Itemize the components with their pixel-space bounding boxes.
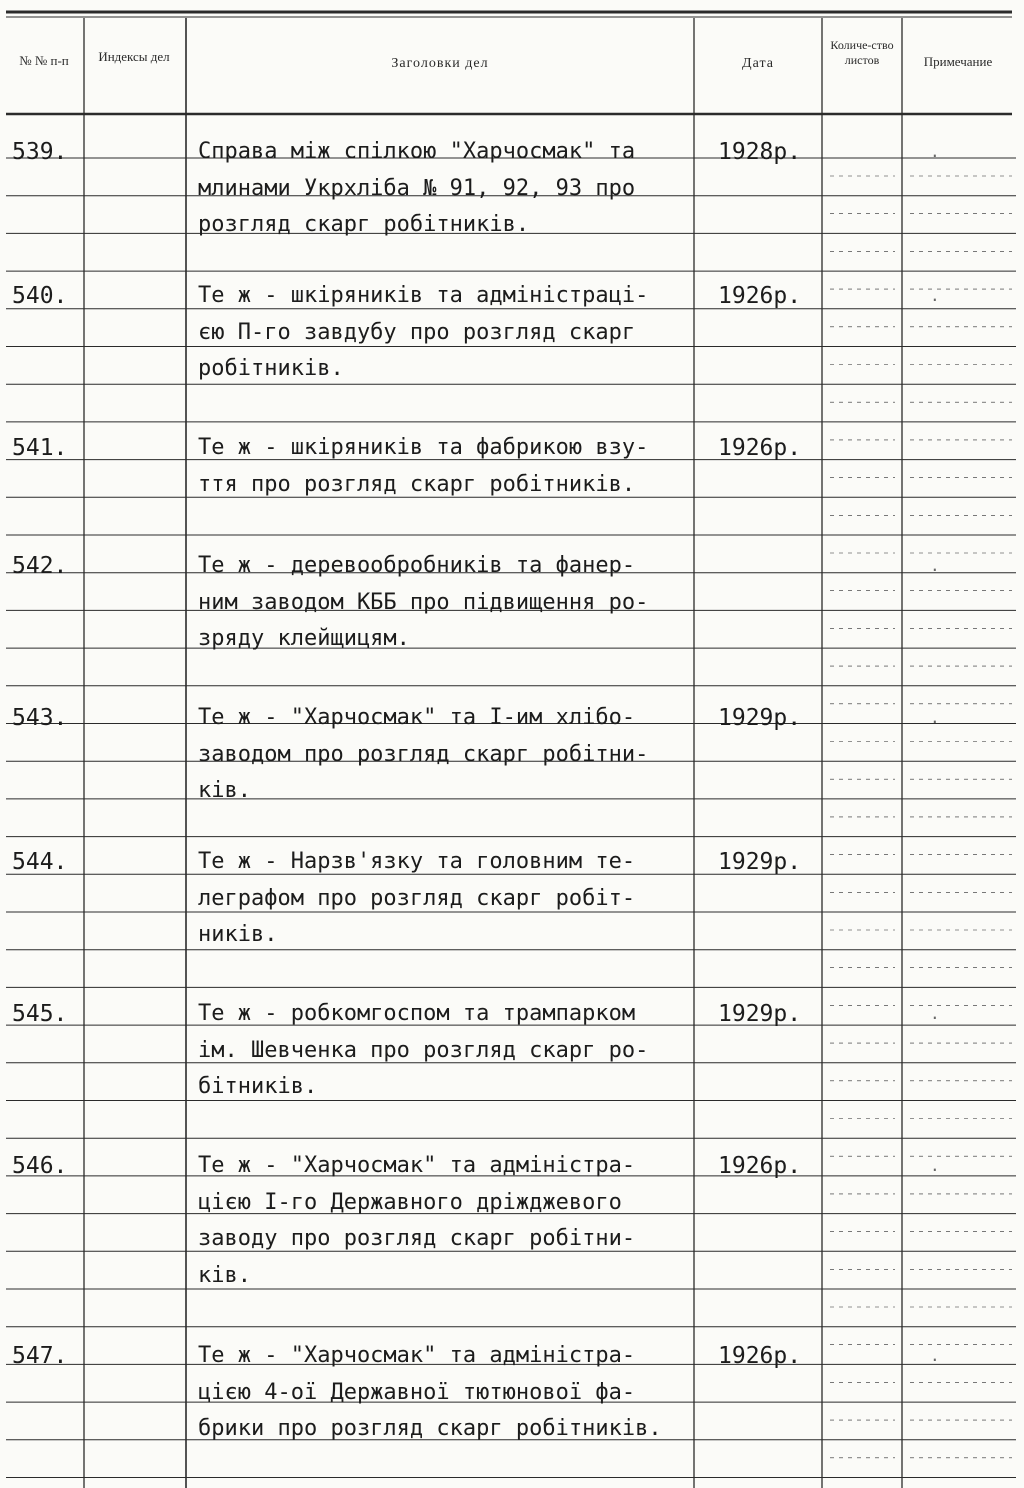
- header-index: Индексы дел: [98, 49, 170, 64]
- record-row: [0, 1138, 1024, 1290]
- record-date: 1926р.: [718, 283, 802, 309]
- record-note: .: [930, 556, 940, 575]
- record-number: 545.: [12, 1001, 68, 1027]
- record-date: 1926р.: [718, 1343, 802, 1369]
- record-title: Те ж - "Харчосмак" та адміністра- цією 4-ої Державної тютюнової фа- брики про розгляд скарг робітників.: [198, 1343, 662, 1441]
- record-number: 540.: [12, 283, 68, 309]
- record-note: .: [930, 286, 940, 305]
- record-title: Те ж - шкіряників та адміністраці- єю П-го завдубу про розгляд скарг робітників.: [198, 283, 649, 381]
- header-title: Заголовки дел: [391, 56, 489, 71]
- record-date: 1926р.: [718, 435, 802, 461]
- record-row: [0, 986, 1024, 1138]
- record-title: Справа між спілкою "Харчосмак" та млинами Укрхліба № 91, 92, 93 про розгляд скарг робітників.: [198, 139, 636, 237]
- record-row: [0, 690, 1024, 842]
- record-date: 1929р.: [718, 849, 802, 875]
- record-note: [930, 438, 940, 458]
- record-row: [0, 1328, 1024, 1480]
- record-date: 1929р.: [718, 1001, 802, 1027]
- header-note: Примечание: [923, 54, 993, 69]
- header-sheet-count: Количе-ство листов: [830, 38, 894, 67]
- record-title: Те ж - "Харчосмак" та адміністра- цією І-го Державного дріжджевого заводу про розгляд скарг робітни- ків.: [198, 1153, 636, 1288]
- header-number: № № п-п: [19, 53, 69, 68]
- record-row: [0, 834, 1024, 986]
- record-number: 546.: [12, 1153, 68, 1179]
- record-date: 1926р.: [718, 1153, 802, 1179]
- record-number: 542.: [12, 553, 68, 579]
- record-note: .: [930, 1156, 940, 1175]
- record-number: 541.: [12, 435, 68, 461]
- record-date: 1928р.: [718, 139, 802, 165]
- record-number: 539.: [12, 139, 68, 165]
- record-note: .: [930, 708, 940, 727]
- record-row: [0, 268, 1024, 420]
- record-row: [0, 124, 1024, 276]
- record-number: 544.: [12, 849, 68, 875]
- record-note: .: [930, 1346, 940, 1365]
- record-title: Те ж - робкомгоспом та трампарком ім. Шевченка про розгляд скарг ро- бітників.: [198, 1001, 649, 1099]
- record-title: Те ж - "Харчосмак" та І-им хлібо- заводом про розгляд скарг робітни- ків.: [198, 705, 649, 803]
- record-title: Те ж - Нарзв'язку та головним те- леграфом про розгляд скарг робіт- ників.: [198, 849, 636, 947]
- record-note: .: [930, 142, 940, 161]
- record-date: 1929р.: [718, 705, 802, 731]
- record-number: 547.: [12, 1343, 68, 1369]
- record-note: .: [930, 1004, 940, 1023]
- record-row: [0, 538, 1024, 690]
- header-date: Дата: [742, 56, 774, 71]
- record-title: Те ж - деревообробників та фанер- ним заводом КББ про підвищення ро- зряду клейщицям.: [198, 553, 649, 651]
- record-note: [930, 852, 940, 872]
- record-title: Те ж - шкіряників та фабрикою взу- ття про розгляд скарг робітників.: [198, 435, 649, 497]
- record-number: 543.: [12, 705, 68, 731]
